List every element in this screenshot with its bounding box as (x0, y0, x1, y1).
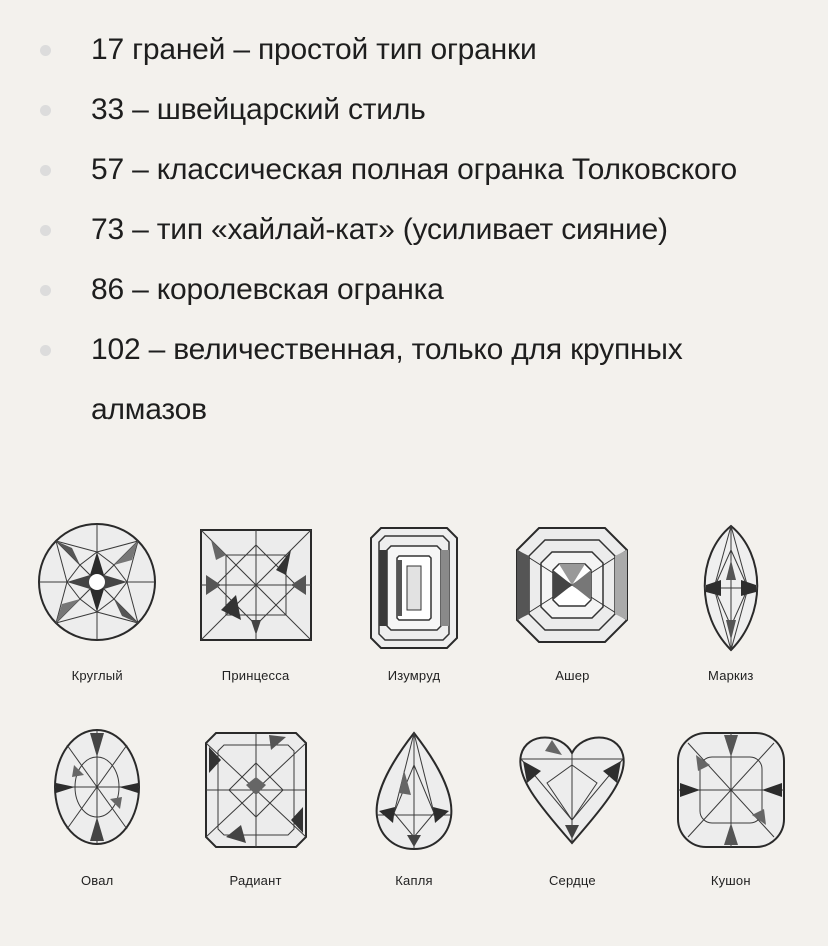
list-item (0, 260, 828, 320)
gem-label: Маркиз (708, 668, 754, 683)
gem-label: Ашер (555, 668, 590, 683)
list-item-text: 73 – тип «хайлай-кат» (усиливает сияние) (91, 213, 668, 246)
list-item-text: 102 – величественная, только для крупных алмазов (91, 333, 683, 426)
list-item (0, 320, 828, 440)
gem-label: Радиант (229, 873, 282, 888)
list-item (0, 80, 828, 140)
marquise-diamond-icon (666, 520, 796, 660)
list-item (0, 140, 828, 200)
princess-diamond-icon (191, 520, 321, 660)
list-item-text: 86 – королевская огранка (91, 273, 444, 306)
bullet-dot (40, 165, 51, 176)
asscher-diamond-icon (507, 520, 637, 660)
bullet-dot (40, 285, 51, 296)
gem-label: Изумруд (387, 668, 441, 683)
bullet-dot (40, 225, 51, 236)
heart-diamond-icon (507, 725, 637, 865)
gem-card-oval (18, 725, 176, 920)
gem-card-cushion (652, 725, 810, 920)
gem-card-emerald (335, 520, 493, 725)
list-item-text: 57 – классическая полная огранка Толковского (91, 153, 738, 186)
gem-card-asscher (493, 520, 651, 725)
bullet-dot (40, 105, 51, 116)
list-item (0, 200, 828, 260)
gem-card-princess (176, 520, 334, 725)
gem-card-pear (335, 725, 493, 920)
gem-card-round (18, 520, 176, 725)
list-item-text: 33 – швейцарский стиль (91, 93, 426, 126)
gem-label: Принцесса (221, 668, 290, 683)
bullet-dot (40, 345, 51, 356)
round-diamond-icon (32, 520, 162, 660)
cushion-diamond-icon (666, 725, 796, 865)
list-item-text: 17 граней – простой тип огранки (91, 33, 537, 66)
gem-label: Овал (80, 873, 114, 888)
gem-label: Капля (395, 873, 433, 888)
pear-diamond-icon (349, 725, 479, 865)
gem-label: Кушон (710, 873, 751, 888)
bullet-dot (40, 45, 51, 56)
radiant-diamond-icon (191, 725, 321, 865)
list-item (0, 20, 828, 80)
gem-label: Сердце (548, 873, 596, 888)
gem-card-radiant (176, 725, 334, 920)
gem-label: Круглый (71, 668, 123, 683)
gem-card-marquise (652, 520, 810, 725)
oval-diamond-icon (32, 725, 162, 865)
gem-card-heart (493, 725, 651, 920)
emerald-diamond-icon (349, 520, 479, 660)
facet-count-list (0, 20, 828, 440)
diamond-shapes-grid (18, 520, 810, 920)
